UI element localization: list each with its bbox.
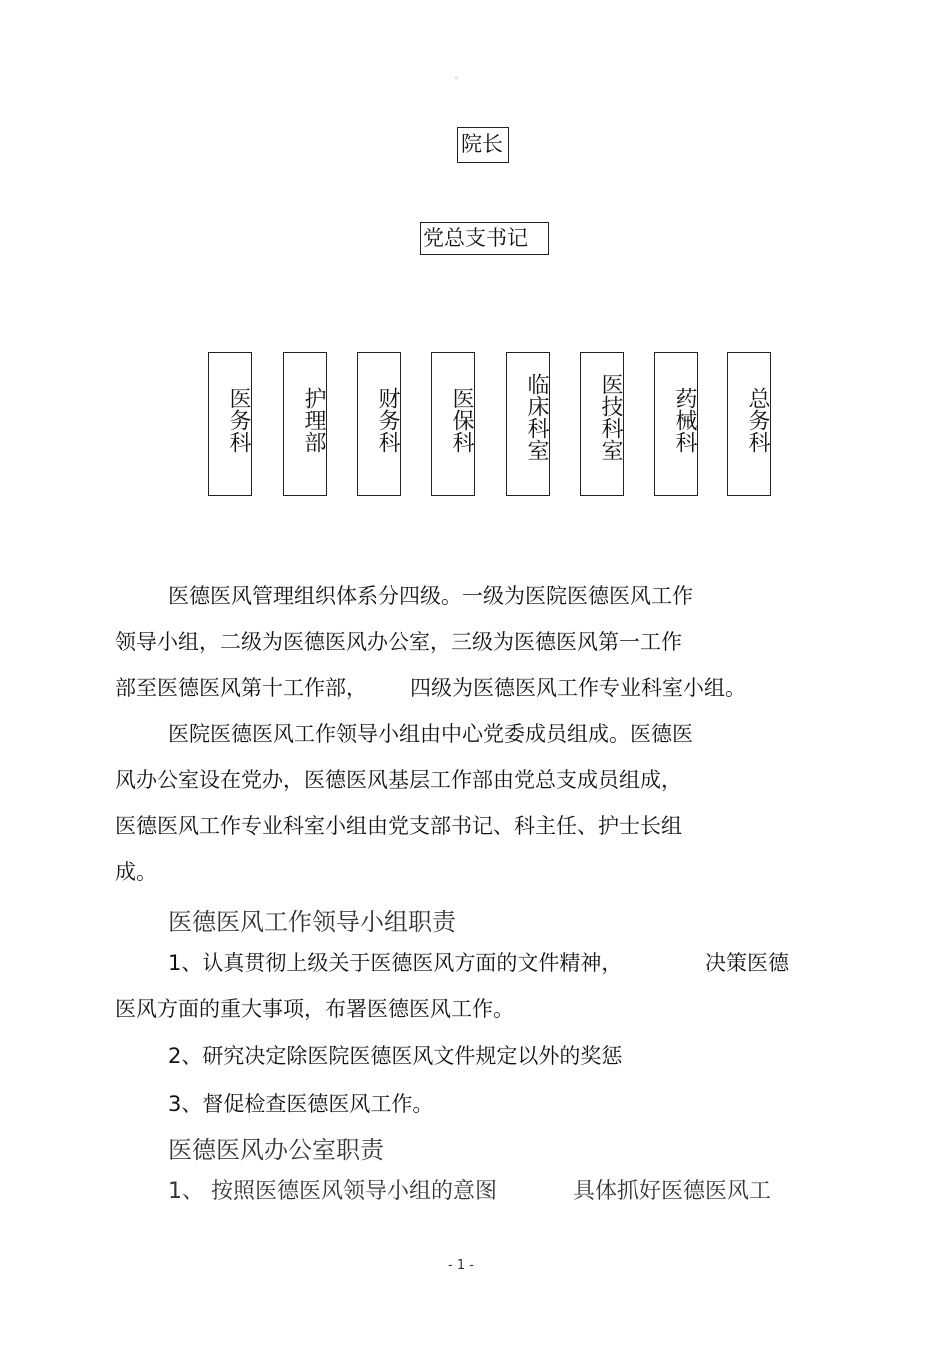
- paragraph-line: 风办公室设在党办，医德医风基层工作部由党总支成员组成，: [115, 768, 682, 792]
- org-head-label: 院长: [461, 132, 503, 156]
- department-box: [654, 352, 698, 496]
- department-box: [506, 352, 550, 496]
- paragraph-line: 部至医德医风第十工作部，: [115, 676, 367, 700]
- department-box: [727, 352, 771, 496]
- org-head-box: [457, 127, 509, 163]
- department-label: 医保科: [449, 387, 474, 453]
- org-secretary-label: 党总支书记: [423, 226, 528, 250]
- department-label: 护理部: [301, 387, 326, 453]
- paragraph-line: 医德医风工作专业科室小组由党支部书记、科主任、护士长组: [115, 814, 682, 838]
- department-label: 总务科: [745, 387, 770, 453]
- paragraph-line: 四级为医德医风工作专业科室小组。: [410, 676, 746, 700]
- duty-item: 医风方面的重大事项，布署医德医风工作。: [115, 997, 514, 1021]
- department-label: 临床科室: [524, 373, 549, 461]
- section-heading: 医德医风工作领导小组职责: [168, 908, 456, 936]
- duty-item: 1、: [168, 1179, 204, 1204]
- section-heading: 医德医风办公室职责: [168, 1136, 384, 1164]
- paragraph-line: 成。: [115, 860, 157, 884]
- marker-dot: 。: [455, 71, 463, 80]
- department-row: [0, 352, 950, 498]
- department-label: 药械科: [672, 387, 697, 453]
- department-label: 医务科: [226, 387, 251, 453]
- paragraph-line: 医德医风管理组织体系分四级。一级为医院医德医风工作: [168, 584, 693, 608]
- duty-item: 2、研究决定除医院医德医风文件规定以外的奖惩: [168, 1044, 623, 1068]
- paragraph-line: 医院医德医风工作领导小组由中心党委成员组成。医德医: [168, 722, 693, 746]
- duty-item: 具体抓好医德医风工: [573, 1179, 772, 1204]
- department-box: [208, 352, 252, 496]
- duty-item: 按照医德医风领导小组的意图: [211, 1179, 498, 1204]
- department-label: 医技科室: [598, 373, 623, 461]
- paragraph-line: 领导小组，二级为医德医风办公室，三级为医德医风第一工作: [115, 630, 682, 654]
- department-box: [431, 352, 475, 496]
- duty-item: 决策医德: [705, 951, 789, 975]
- department-box: [357, 352, 401, 496]
- page-number: - 1 -: [448, 1258, 474, 1273]
- department-label: 财务科: [375, 387, 400, 453]
- duty-item: 3、督促检查医德医风工作。: [168, 1092, 434, 1116]
- department-box: [283, 352, 327, 496]
- org-secretary-box: [420, 222, 549, 255]
- duty-item: 1、认真贯彻上级关于医德医风方面的文件精神，: [168, 951, 623, 975]
- department-box: [580, 352, 624, 496]
